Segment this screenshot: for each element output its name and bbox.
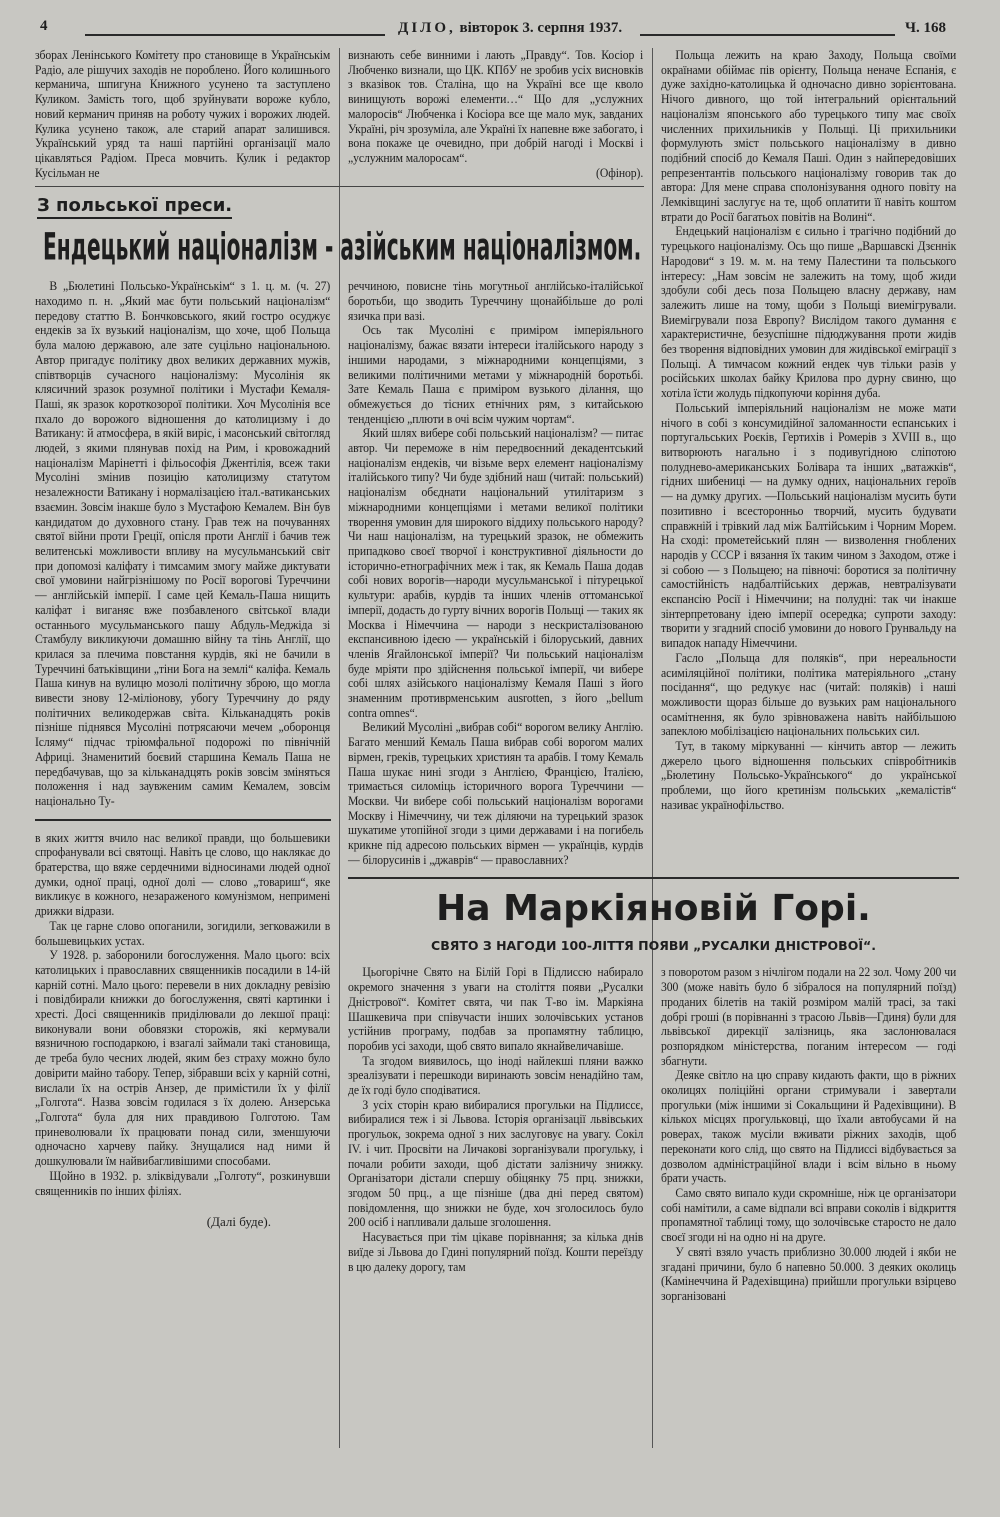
article-col1 <box>35 279 330 808</box>
section-title: З польської преси. <box>37 195 232 219</box>
paragraph: з поворотом разом з нічлігом подали на 22 зол. Чому 200 чи 300 (може навіть було б зібралося на популярний поїзд) проданих білетів на такій розміром малій трасі, за такі добрі гроші (в порівнанні з трасою Львів—Гдиня) були для львівської дирекції залізниць, яка заслонювалася розпорядком міністерства, поганим інтересом — годі збагнути. <box>661 964 957 1068</box>
column-text <box>661 48 956 813</box>
markiyan-col2 <box>348 965 644 1274</box>
issue-number: Ч. 168 <box>905 20 947 36</box>
article-headline: Ендецький націоналізм - азійським націоналізмом. <box>43 226 642 270</box>
paragraph: в яких життя вчило нас великої правди, що большевики спрофанували всі святощі. Навіть це слово, що наклякає до братерства, що вяже сердечними відносинами людей одної думки, одної праці, одної долі — слово „товариш“, яке викликує в кожного, незараженого комунізмом, непримені дрижки відрази. <box>35 829 331 919</box>
paragraph: Щойно в 1932. р. зліквідували „Голготу“, розкинувши священників по інших філіях. <box>35 1167 331 1198</box>
paragraph: Ендецький націоналізм є сильно і трагічно подібний до турецького націоналізму. Ось що пише „Варшавскі Дзєннік Народови“ з 19. м. м. на тему Палестини та польського інтересу: „Нам зовсім не залежить на тому, щоб жиди здобули собі десь поза Польщею власну державу, нам залежить лише на тому, щоби з Польщі виемігрували. Виемігрували поза Европу? Вислідом такого думання є характеристичне, безуспішне підюджування проти жидів без творення відповідних умовин для жидівської еміграції з Польщі. А тимчасом кожний ендек чув тільки разів у російських школах байку Крилова про дурну свиню, що хотіла їсти жолудь підкопуючи коріння дуба. <box>661 223 957 401</box>
paragraph: Насувається при тім цікаве порівнання; за кілька днів виїде зі Львова до Гдині популярний поїзд. Кошти переїзду в цю далеку дорогу, там <box>348 1229 644 1274</box>
paragraph: Гасло „Польща для поляків“, при нереальности асиміляційної політики, політика матеріяльного „стану посідання“, що редукує нас (читай: поляків) і наші можливости щораз більше до вузьких рам національного осамітнення, як було зрівноважена навіть найбільшою запеклою мобілізацією національних польських сил. <box>661 649 957 739</box>
column-text <box>348 279 643 867</box>
paragraph: Ось так Мусоліні є приміром імперіяльного націоналізму, бажає вязати інтереси італійського народу з іншими народами, з міжнародними концепціями, з великими політичними метами у міжнародній боротьбі. Зате Кемаль Паша є приміром вузького ділання, що обмежується до тісних етнічних рям, з китайською тенденцією „плюти в очі всім чужим чортам“. <box>348 322 644 426</box>
paragraph: У 1928. р. заборонили богослуження. Мало цього: всіх католицьких і православних священників посадили в 14-ій карній сотні. Мало цього: перевели в них докладну ревізію і повідбирали книжки до богослуження, святі картинки і хресті. Досі священників приділювали до лекшої праці: виконували вони обовязки сторожів, які кермували вязничною господаркою, і взагалі займали такі становища, де треба було чесних людей, яким без страху можно було довірити майно табору. Тепер, зібравши всіх у карній сотні, вислали їх на острів Анзер, де примістили їх у філії „Голгота“. Назва зовсім годилася з їх долею. Анзерська „Голгота“ була для них правдивою Голготою. Там приневолювали їх працювати понад сили, зменшуючи одночасно харчеву пайку. Знущалися над ними й дошкулювали їм найвибагливішими способами. <box>35 947 331 1169</box>
column-text <box>348 48 643 180</box>
continued-col1 <box>35 831 330 1199</box>
article-headline: На Маркіяновій Горі. <box>436 888 871 930</box>
paragraph: Деяке світло на цю справу кидають факти, що в ріжних околицях поліційні органи стримували і завертали прогульки (між іншими зі Сокальщини й Радехівщини). В кількох місцях прогульковці, що їхали автобусами й на роверах, також мусіли вживати ріжних заходів, щоб переконати кого слід, що свято на Підлиссі відбувається за дозволом адміністраційної влади і всім вільно в ньому брати участь. <box>661 1067 957 1186</box>
page-number: 4 <box>40 18 48 34</box>
issue-date: вівторок 3. серпня 1937. <box>459 20 623 36</box>
section-rule <box>35 819 331 821</box>
paragraph: Само свято випало куди скромніше, ніж це організатори собі намітили, а саме відпали всі вправи соколів і відкриття пропамятної таблиці тому, що золочівське старосто не дало своєї згоди ні на одно ні на друге. <box>661 1185 957 1245</box>
top-col2 <box>348 48 644 180</box>
polish-press-heading <box>35 186 644 279</box>
paragraph: Тут, в такому міркуванні — кінчить автор — лежить джерело цього відношення польських співробітників „Бюлетину Польсько-Українського“ до української проблеми, що його кретинізм польських „кемалістів“ називає українофільство. <box>661 738 957 812</box>
header-rule-left <box>85 34 385 36</box>
paragraph: зборах Ленінського Комітету про становище в Українськім Радіо, але рішучих заходів не пороблено. Його колишнього керманича, шпигуна Книжного усунено та заступлено Куликом. Замість того, щоб зруйнувати вороже кубло, новий керманич приняв на роботу чужих і ворожих людей. Кулика усунено також, але старий апарат залишився. Український уряд та наші партійні організації мало цікавляться Радіом. Преса мовчить. Кулик і редактор Кусільман не <box>35 47 331 180</box>
header-rule-right <box>640 34 895 36</box>
column-text <box>661 965 956 1303</box>
column-text <box>35 48 330 180</box>
paragraph: У святі взяло участь приблизно 30.000 людей і якби не згадані причини, було б напевно 50.000. З деяких околиць (Камінеччина й Радехівщина) прийшли прогульки взірцево зорганізовані <box>661 1243 957 1303</box>
page-grid <box>35 48 959 1304</box>
paragraph: реччиною, повисне тінь могутньої англійсько-італійської боротьби, що зводить Туреччину щонайбільше до ролі язичка при вазі. <box>348 278 644 323</box>
paragraph: В „Бюлетині Польсько-Українськім“ з 1. ц. м. (ч. 27) находимо п. н. „Який має бути польський націоналізм“ передову статтю В. Бончковського, який гостро осуджує ендеків за їх вузький націоналізм, що хоче, щоб Польща була малою державою, але зате суцільно національною. Автор пригадує політику двох великих державних мужів, співтворців сучасного націоналізму: Мусолінія як клясичний зразок розумної політики і Мустафи Кемаля-Паші, як зразок короткозорої політики. Хоч Мусолінія все пхало до ворожого відношення до католицизму і до Ватикану: й атмосфера, в якій виріс, і масонський світогляд людей, з якими плянував похід на Рим, і кровожадний націоналізм Марінетті і фільософія Джентілія, всеж таки Мусоліні змінив позицію католицизму статутом незалежности Ватикану і нормалізацією італ.-ватиканських взаємин. Зовсім інакше було з Мустафою Кемалем. Він був кандидатом до духовного стану. Грав теж на почуваннях святої війни проти Греції, опісля проти Англії і бачив теж велитенські можливости впливу на мусульманський світ при допомозі каліфату і тимсамим змогу майже диктувати свої умовини найгрізнішому по Росії ворогові Туреччини — англійській імперії. І саме цей Кемаль-Паша нищить каліфат і виганяє вже позбавленого світської влади останнього мусульманського пашу Абдуль-Меджіда зі Стамбулу викликуючи домашню війну та тінь Англії, що крилася за плечима повстання курдів, які не бачили в Туреччині батьківщини „тіни Бога на землі“ каліфа. Кемаль Паша кинув на вулицю мозолі політичну зброю, що могла вивести знову 12-міліонову, убогу Туреччину до ряду політичних великодержав світа. Кільканадцять років пізніше піднявся Мусоліні потрясаючи мечем „оборонця Ісляму“ підчас тріюмфальної подорожі по північній Африці. Знаменитий боєвий старшина Кемаль Паша не передбачував, що за кільканадцять років зовсім зміняться положення і над заувженим самим Кемалем, зовсім національно Ту- <box>35 278 331 808</box>
column-text <box>348 965 643 1274</box>
masthead <box>398 20 622 37</box>
article-subtitle: СВЯТО З НАГОДИ 100-ЛІТТЯ ПОЯВИ „РУСАЛКИ ДНІСТРОВОЇ“. <box>431 938 876 954</box>
paragraph: Польща лежить на краю Заходу, Польща своїми окраїнами обіймає пів орієнту, Польща неначе Еспанія, є дуже західно-католицька й одночасно дивно зорієнтована. Нічого дивного, що той інтегральний орієнтальний націоналізм японського або турецького типу має своїх численних прихильників у Польщі. Ці прихильники формулують зміст польського націоналізму в дивно подібний спосіб до Кемаля Паші. Один з найпередовіших репрезентантів польського націоналізму говорив так до автора: Для мене справа сполонізування одного повіту на Лемківщині заслугує на те, щоб оплатити її навіть коштом втрати до Росії багатьох повітів на Волині“. <box>661 47 957 224</box>
paragraph: Так це гарне слово опоганили, зогидили, зегковажили в большевицьких устах. <box>35 917 331 948</box>
paragraph: Та згодом виявилось, що іноді найлекші пляни важко зреалізувати і перешкоди виринають зовсім ненадійно там, де їх годі було сподіватися. <box>348 1052 644 1098</box>
top-col1 <box>35 48 331 180</box>
newspaper-title: ДІЛО, <box>398 20 456 36</box>
paragraph: Який шлях вибере собі польський націоналізм? — питає автор. Чи переможе в нім передвоєнний декадентський націоналізм ендеків, чи візьме верх елемент націоналізму італійського типу? Чи буде здібний наш (читай: польський) націоналізм обєднати національний утилітаризм з міжнародними концепціями і метами великої політики творення умовин для широкого віддиху польського народу? Чи наш націоналізм, на турецький зразок, не обмежить припадково своєї творчої і конструктивної діяльности до історично-етнографічних меж і так, як Кемаль Паша додав собі нових ворогів—народи мусульманської і пітурецької культури: арабів, курдів та інших членів оттоманської імперії, додасть до гурту вічних ворогів Польщі — таких як Москва і Німеччина — народи з нескристалізованою експансивною ідеєю — українській і білоруський, давних членів Ягайлонської імперії? Чи польський націоналізм буде мріяти про здійснення польської імперії, чи вибере собі шлях азійського націоналізму Кемаля Паші з його знаменним противрменським ausrotten, з його „bellum contra omnes“. <box>348 425 644 720</box>
article-col2 <box>348 279 644 867</box>
article-col3 <box>661 48 959 813</box>
paragraph: З усіх сторін краю вибиралися прогульки на Підлиссє, вибиралися теж і зі Львова. Історія організації львівських прогульок, зокрема одної з них заслуговує на увагу. Сокіл IV. і чит. Просвіти на Личакові зорганізували прогульку, і почали робити заходи, щоб дістати залізничу знижку. Організатори дістали спершу обіцянку 75 прц. знижки, згодом 50 прц., а ще пізніше (два дні перед святом) повідомлення, що знижки не буде, хоч зголосилось було 200 осіб і напливали дальше зголошення. <box>348 1096 644 1230</box>
paragraph: Великий Мусоліні „вибрав собі“ ворогом велику Англію. Багато менший Кемаль Паша вибрав собі ворогом малих вірмен, греків, турецьких християн та арабів. І тому Кемаль Паша шукає нині згоди з Англією, Францією, Італією, тримається силоміць історичного ворога Туреччини — Москви. Чи вибере собі польський націоналізм ворогами Москву і Німеччину, чи теж діляючи на турецький зразок шукатиме утопійної згоди з цими державами і на погибель крикне під адресою польських вірмен — українців, курдів — білорусинів і „джаврів“ — православних? <box>348 719 644 867</box>
markiyan-heading <box>348 877 959 965</box>
author-signature: (Офінор). <box>596 164 644 180</box>
column-1-stack <box>35 279 331 1230</box>
to-be-continued: (Далі буде). <box>206 1214 271 1230</box>
paragraph: Польський імперіяльний націоналізм не може мати нічого в собі з консумидійної заломанности еспанських і португальських Роєків, Гертихів і Ромерів з XVIII в., що витворюють нагально і з подивугідною сліпотою полудневo-американських Болівара та інших „ватажків“, гідних шибениці — на думку одних, національних героїв — на думку других. —Польський націоналізм мусить бути позитивно і всесторонньо творчий, мусить будувати справжній і трівкий лад між Балтійським і Чорним Морем. На сході: прометейський плян — визволення гноблених народів у СССР і вязання їх таким чином з Заходом, отже і зі собою — з Польщею; на півночі: боротися за політичну самостійність надбалтійських держав, невтралізувати експансію Росії і Німеччини; на полудні: так чи інакше зінтерпретовану ідею імперії осередка; супроти заходу: творити у згадний спосіб умовини до нового Грунвальду на випадок нападу Німеччини. <box>661 399 957 651</box>
markiyan-col3 <box>661 965 959 1303</box>
paragraph: Цьогорічне Свято на Білій Горі в Підлиссю набирало окремого значення з уваги на століття появи „Русалки Дністрової“. Комітет свята, чи пак Т-во ім. Маркіяна Шашкевича при співучасти інших золочівських установ устійнив програму, подбав за пропамятну таблицю, поробив усі заходи, щоб свято випало якнайвеличавіше. <box>348 964 644 1053</box>
paragraph: визнають себе винними і лають „Правду“. Тов. Косіор і Любченко визнали, що ЦК. КПбУ не зробив усіх висновків з вказівок тов. Сталіна, що на Україні все ще кволо винищують ворожі елементи…“ Що для „услужних малоросів“ Любченка і Косіора все ще мало мук, завданих Україні, річ зрозуміла, але Україні їх напевне вже забогато, і вона покаже це очевидно, при добрій нагоді і Москві і „услужним малоросам“. <box>348 47 644 165</box>
